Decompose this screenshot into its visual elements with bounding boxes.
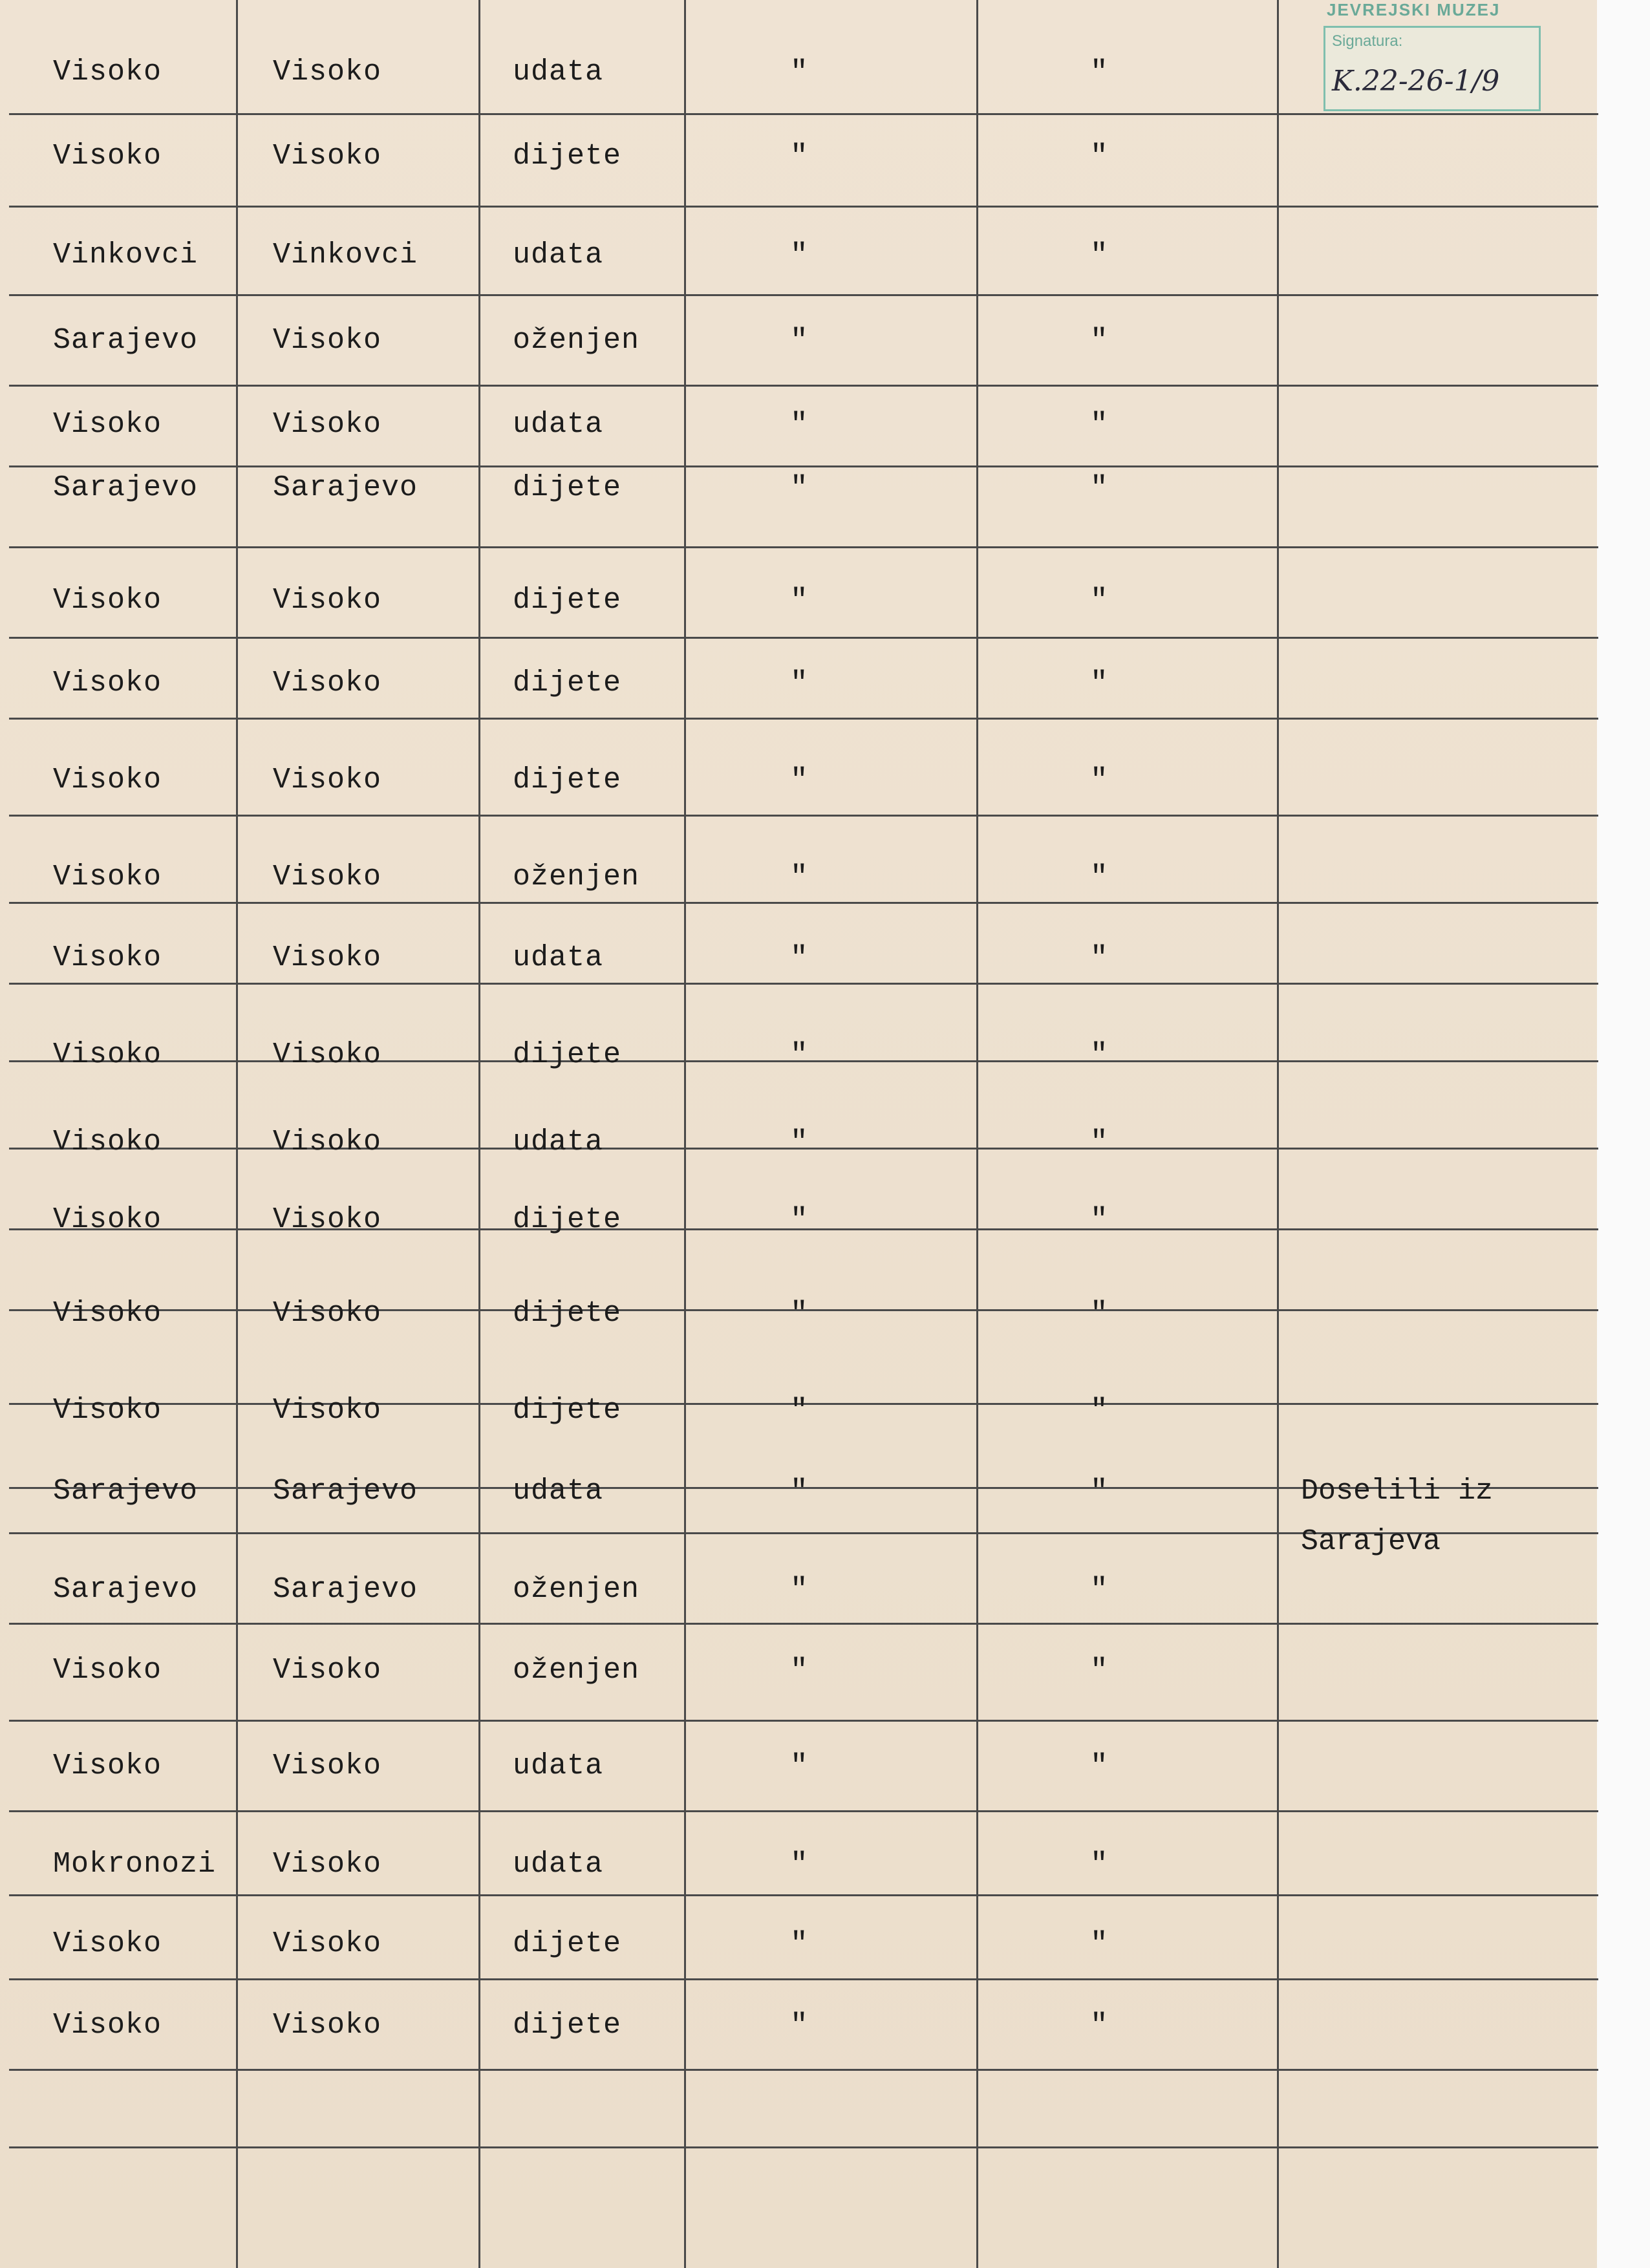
ditto-cell: " — [1090, 1394, 1109, 1428]
place-of-birth-cell: Visoko — [53, 1126, 162, 1159]
place-of-birth-cell: Visoko — [53, 1297, 162, 1330]
ditto-cell: " — [1090, 408, 1109, 442]
place-of-birth-cell: Visoko — [53, 764, 162, 797]
ditto-cell: " — [790, 2009, 809, 2042]
residence-cell: Visoko — [273, 941, 382, 974]
residence-cell: Vinkovci — [273, 239, 418, 272]
ditto-cell: " — [790, 1749, 809, 1783]
status-cell: oženjen — [513, 1654, 640, 1687]
residence-cell: Visoko — [273, 2009, 382, 2042]
row-rule — [9, 983, 1598, 985]
ditto-cell: " — [790, 471, 809, 505]
ditto-cell: " — [1090, 1475, 1109, 1508]
status-cell: dijete — [513, 764, 622, 797]
place-of-birth-cell: Visoko — [53, 1203, 162, 1236]
ditto-cell: " — [790, 324, 809, 358]
ditto-cell: " — [1090, 56, 1109, 89]
residence-cell: Visoko — [273, 140, 382, 173]
status-cell: udata — [513, 1848, 604, 1881]
place-of-birth-cell: Visoko — [53, 861, 162, 893]
ditto-cell: " — [790, 1126, 809, 1159]
row-rule — [9, 206, 1598, 208]
place-of-birth-cell: Visoko — [53, 584, 162, 617]
ditto-cell: " — [1090, 1654, 1109, 1687]
stamp-label: Signatura: — [1332, 32, 1403, 50]
residence-cell: Visoko — [273, 1297, 382, 1330]
place-of-birth-cell: Visoko — [53, 56, 162, 89]
page-edge — [1597, 0, 1650, 2268]
ditto-cell: " — [1090, 667, 1109, 700]
place-of-birth-cell: Visoko — [53, 1654, 162, 1687]
ditto-cell: " — [1090, 584, 1109, 617]
ditto-cell: " — [1090, 324, 1109, 358]
place-of-birth-cell: Sarajevo — [53, 1475, 198, 1508]
residence-cell: Sarajevo — [273, 1573, 418, 1606]
column-rule — [976, 0, 978, 2268]
column-rule — [1277, 0, 1279, 2268]
ditto-cell: " — [1090, 471, 1109, 505]
residence-cell: Visoko — [273, 584, 382, 617]
place-of-birth-cell: Visoko — [53, 1927, 162, 1960]
residence-cell: Visoko — [273, 1394, 382, 1427]
status-cell: oženjen — [513, 1573, 640, 1606]
side-note-line: Doselili iz — [1301, 1475, 1494, 1508]
ditto-cell: " — [1090, 1126, 1109, 1159]
ditto-cell: " — [790, 1394, 809, 1428]
place-of-birth-cell: Sarajevo — [53, 324, 198, 357]
ditto-cell: " — [1090, 1848, 1109, 1881]
ditto-cell: " — [790, 239, 809, 272]
row-rule — [9, 2146, 1598, 2148]
place-of-birth-cell: Vinkovci — [53, 239, 198, 272]
place-of-birth-cell: Visoko — [53, 1749, 162, 1782]
stamp-museum-name: JEVREJSKI MUZEJ — [1327, 0, 1501, 19]
place-of-birth-cell: Visoko — [53, 667, 162, 700]
ditto-cell: " — [790, 1297, 809, 1331]
status-cell: udata — [513, 408, 604, 441]
ditto-cell: " — [790, 1038, 809, 1072]
residence-cell: Visoko — [273, 324, 382, 357]
ditto-cell: " — [1090, 2009, 1109, 2042]
status-cell: dijete — [513, 1297, 622, 1330]
row-rule — [9, 902, 1598, 904]
row-rule — [9, 637, 1598, 639]
residence-cell: Sarajevo — [273, 1475, 418, 1508]
status-cell: udata — [513, 941, 604, 974]
status-cell: udata — [513, 1749, 604, 1782]
status-cell: dijete — [513, 1203, 622, 1236]
row-rule — [9, 465, 1598, 467]
residence-cell: Visoko — [273, 1126, 382, 1159]
ditto-cell: " — [1090, 1203, 1109, 1237]
ditto-cell: " — [790, 56, 809, 89]
ditto-cell: " — [1090, 1573, 1109, 1607]
ditto-cell: " — [790, 764, 809, 797]
ditto-cell: " — [790, 1927, 809, 1961]
place-of-birth-cell: Visoko — [53, 2009, 162, 2042]
side-note — [1301, 1474, 1493, 1559]
ditto-cell: " — [790, 667, 809, 700]
ditto-cell: " — [790, 1573, 809, 1607]
row-rule — [9, 1720, 1598, 1722]
side-note-line: Sarajeva — [1301, 1525, 1441, 1558]
status-cell: dijete — [513, 471, 622, 504]
status-cell: udata — [513, 1475, 604, 1508]
residence-cell: Visoko — [273, 56, 382, 89]
row-rule — [9, 718, 1598, 720]
row-rule — [9, 815, 1598, 817]
place-of-birth-cell: Sarajevo — [53, 471, 198, 504]
place-of-birth-cell: Mokronozi — [53, 1848, 217, 1881]
ditto-cell: " — [1090, 1749, 1109, 1783]
status-cell: udata — [513, 56, 604, 89]
place-of-birth-cell: Visoko — [53, 408, 162, 441]
place-of-birth-cell: Visoko — [53, 941, 162, 974]
column-rule — [236, 0, 238, 2268]
row-rule — [9, 1978, 1598, 1980]
ditto-cell: " — [1090, 239, 1109, 272]
residence-cell: Visoko — [273, 408, 382, 441]
residence-cell: Sarajevo — [273, 471, 418, 504]
row-rule — [9, 1894, 1598, 1896]
row-rule — [9, 113, 1598, 115]
ditto-cell: " — [790, 408, 809, 442]
residence-cell: Visoko — [273, 1927, 382, 1960]
ditto-cell: " — [790, 584, 809, 617]
residence-cell: Visoko — [273, 764, 382, 797]
row-rule — [9, 1810, 1598, 1812]
ditto-cell: " — [790, 1203, 809, 1237]
residence-cell: Visoko — [273, 1749, 382, 1782]
stamp-signature: K.22-26-1/9 — [1332, 65, 1500, 98]
status-cell: dijete — [513, 140, 622, 173]
status-cell: dijete — [513, 2009, 622, 2042]
row-rule — [9, 294, 1598, 296]
status-cell: oženjen — [513, 861, 640, 893]
row-rule — [9, 385, 1598, 387]
residence-cell: Visoko — [273, 1654, 382, 1687]
place-of-birth-cell: Visoko — [53, 140, 162, 173]
ditto-cell: " — [790, 1848, 809, 1881]
status-cell: dijete — [513, 667, 622, 700]
status-cell: dijete — [513, 1927, 622, 1960]
ditto-cell: " — [790, 1475, 809, 1508]
ditto-cell: " — [790, 140, 809, 173]
residence-cell: Visoko — [273, 861, 382, 893]
status-cell: dijete — [513, 1038, 622, 1071]
column-rule — [684, 0, 686, 2268]
ditto-cell: " — [790, 941, 809, 975]
ditto-cell: " — [1090, 764, 1109, 797]
row-rule — [9, 1623, 1598, 1625]
status-cell: udata — [513, 1126, 604, 1159]
place-of-birth-cell: Visoko — [53, 1394, 162, 1427]
ditto-cell: " — [1090, 140, 1109, 173]
ditto-cell: " — [1090, 941, 1109, 975]
place-of-birth-cell: Sarajevo — [53, 1573, 198, 1606]
ditto-cell: " — [790, 1654, 809, 1687]
row-rule — [9, 546, 1598, 548]
status-cell: udata — [513, 239, 604, 272]
residence-cell: Visoko — [273, 667, 382, 700]
residence-cell: Visoko — [273, 1848, 382, 1881]
residence-cell: Visoko — [273, 1203, 382, 1236]
row-rule — [9, 2069, 1598, 2071]
ditto-cell: " — [1090, 1297, 1109, 1331]
residence-cell: Visoko — [273, 1038, 382, 1071]
status-cell: dijete — [513, 1394, 622, 1427]
ditto-cell: " — [790, 861, 809, 894]
ditto-cell: " — [1090, 861, 1109, 894]
status-cell: dijete — [513, 584, 622, 617]
ditto-cell: " — [1090, 1927, 1109, 1961]
place-of-birth-cell: Visoko — [53, 1038, 162, 1071]
status-cell: oženjen — [513, 324, 640, 357]
ditto-cell: " — [1090, 1038, 1109, 1072]
column-rule — [478, 0, 480, 2268]
